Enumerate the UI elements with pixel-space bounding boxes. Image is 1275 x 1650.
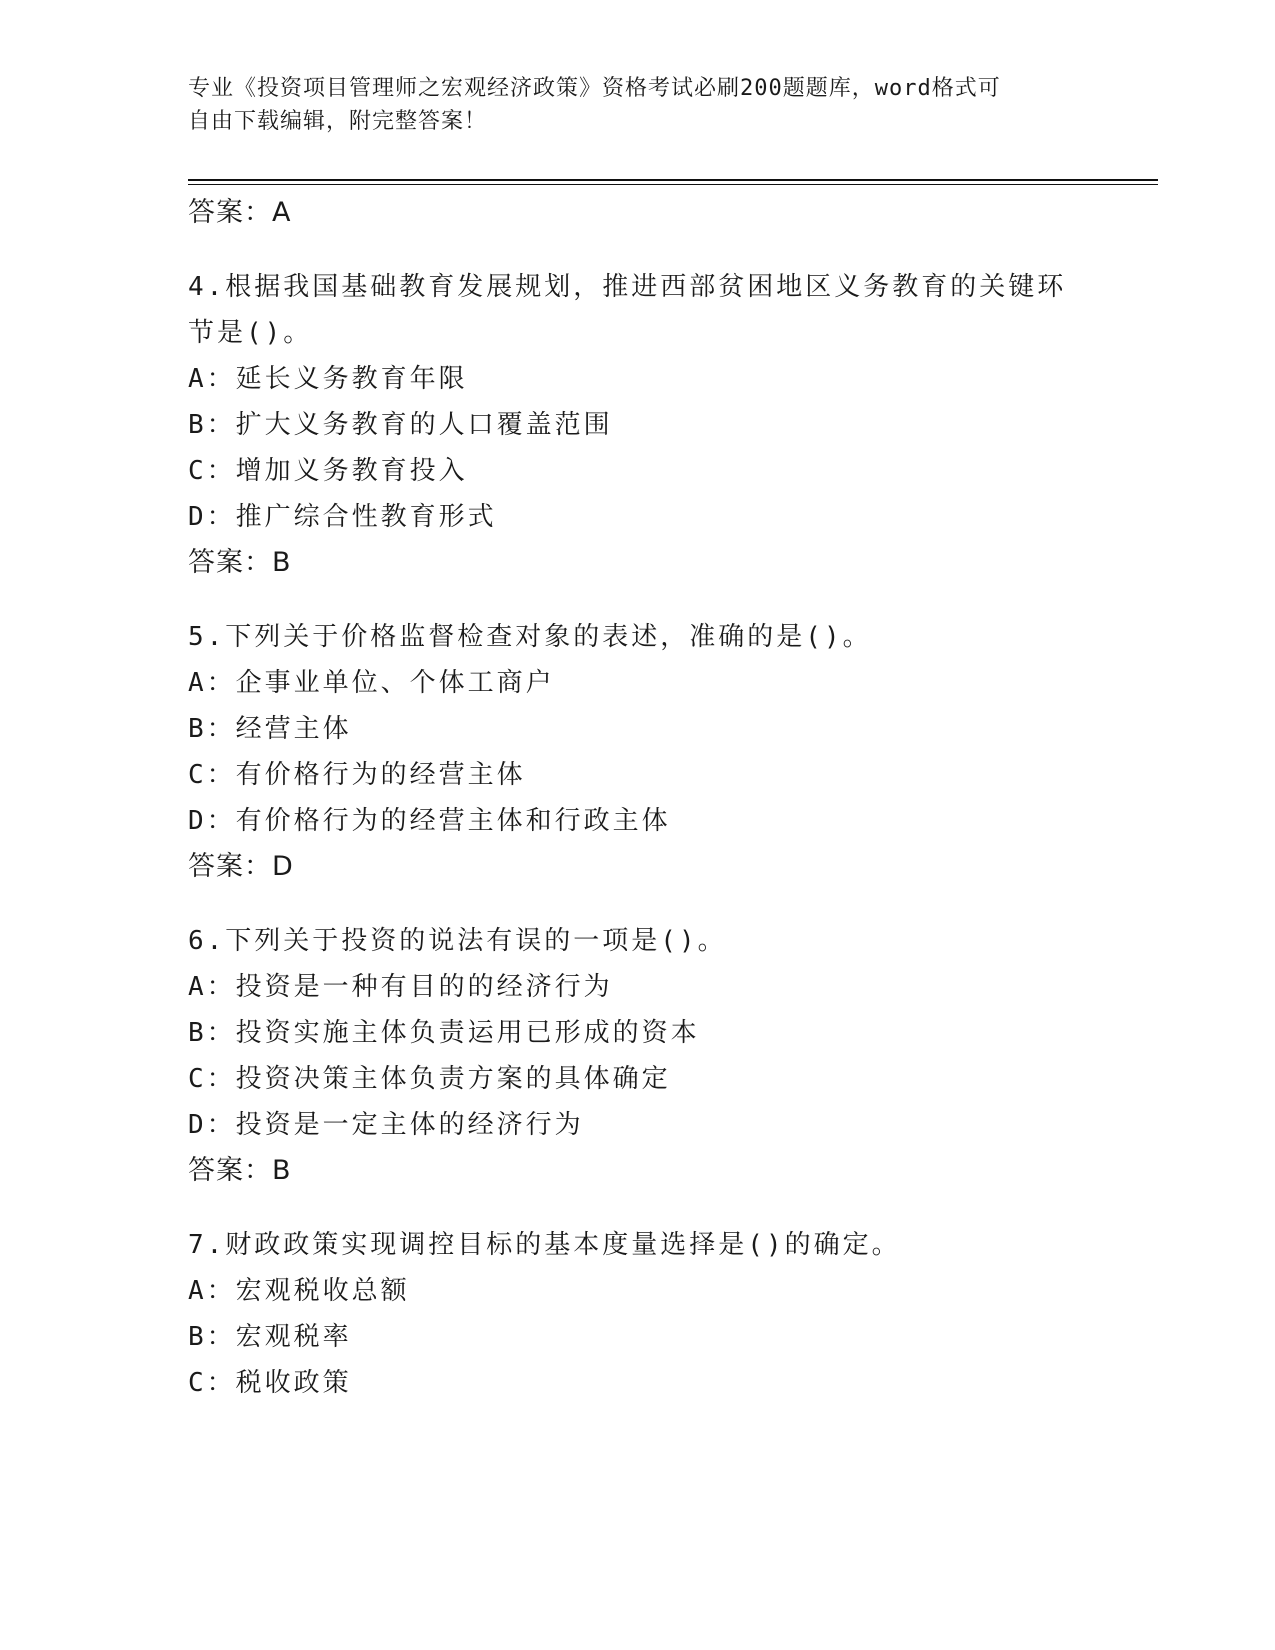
question-5 (188, 614, 1148, 890)
header-divider (188, 179, 1158, 181)
header-divider-thin (188, 184, 1158, 185)
question-stem: 4.根据我国基础教育发展规划，推进西部贫困地区义务教育的关键环 (188, 272, 1067, 302)
question-6 (188, 918, 1148, 1194)
option-d: D：有价格行为的经营主体和行政主体 (188, 806, 671, 836)
answer-line: 答案：A (188, 197, 292, 228)
option-c: C：增加义务教育投入 (188, 456, 468, 486)
question-stem-cont: 节是()。 (188, 318, 313, 348)
question-4 (188, 264, 1148, 586)
option-c: C：税收政策 (188, 1368, 352, 1398)
option-a: A：延长义务教育年限 (188, 364, 468, 394)
option-b: B：经营主体 (188, 714, 352, 744)
question-7 (188, 1222, 1148, 1406)
option-b: B：投资实施主体负责运用已形成的资本 (188, 1018, 700, 1048)
document-header (188, 72, 1088, 138)
option-d: D：推广综合性教育形式 (188, 502, 497, 532)
question-stem: 6.下列关于投资的说法有误的一项是()。 (188, 926, 727, 956)
option-b: B：宏观税率 (188, 1322, 352, 1352)
option-b: B：扩大义务教育的人口覆盖范围 (188, 410, 613, 440)
option-d: D：投资是一定主体的经济行为 (188, 1110, 584, 1140)
option-a: A：宏观税收总额 (188, 1276, 410, 1306)
option-a: A：企事业单位、个体工商户 (188, 668, 555, 698)
option-c: C：投资决策主体负责方案的具体确定 (188, 1064, 671, 1094)
answer-line: 答案：B (188, 547, 292, 578)
answer-line: 答案：D (188, 851, 294, 882)
answer-line: 答案：B (188, 1155, 292, 1186)
option-c: C：有价格行为的经营主体 (188, 760, 526, 790)
question-stem: 7.财政政策实现调控目标的基本度量选择是()的确定。 (188, 1230, 901, 1260)
header-line-2: 自由下载编辑，附完整答案！ (188, 109, 488, 134)
header-line-1: 专业《投资项目管理师之宏观经济政策》资格考试必刷200题题库，word格式可 (188, 76, 1001, 101)
question-stem: 5.下列关于价格监督检查对象的表述，准确的是()。 (188, 622, 872, 652)
option-a: A：投资是一种有目的的经济行为 (188, 972, 613, 1002)
question-list (188, 190, 1148, 1406)
